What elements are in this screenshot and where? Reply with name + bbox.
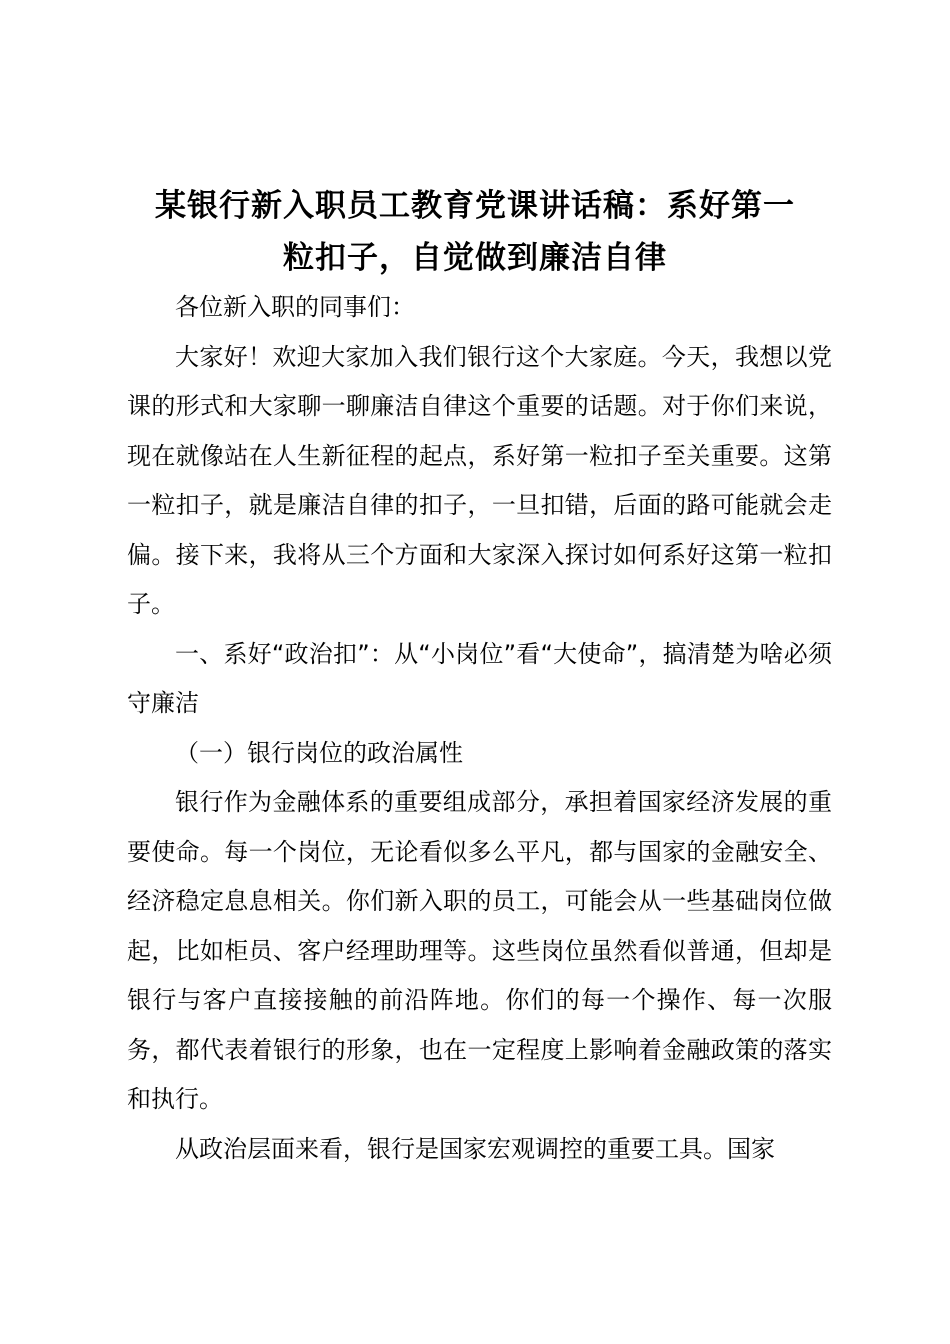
- subsection-heading: （一）银行岗位的政治属性: [175, 738, 463, 767]
- body-paragraph: 从政治层面来看，银行是国家宏观调控的重要工具。国家: [175, 1134, 775, 1163]
- salutation-paragraph: 各位新入职的同事们：: [175, 293, 415, 321]
- document-body: [127, 283, 832, 1174]
- body-paragraph: 大家好！欢迎大家加入我们银行这个大家庭。今天，我想以党课的形式和大家聊一聊廉洁自律这个重要的话题。对于你们来说，现在就像站在人生新征程的起点，系好第一粒扣子至关重要。这第一粒扣子，就是廉洁自律的扣子，一旦扣错，后面的路可能就会走偏。接下来，我将从三个方面和大家深入探讨如何系好这第一粒扣子。: [127, 342, 832, 618]
- document-title: [110, 180, 840, 284]
- body-paragraph: 银行作为金融体系的重要组成部分，承担着国家经济发展的重要使命。每一个岗位，无论看似多么平凡，都与国家的金融安全、经济稳定息息相关。你们新入职的员工，可能会从一些基础岗位做起，比如柜员、客户经理助理等。这些岗位虽然看似普通，但却是银行与客户直接接触的前沿阵地。你们的每一个操作、每一次服务，都代表着银行的形象，也在一定程度上影响着金融政策的落实和执行。: [127, 788, 832, 1113]
- title-line-2: 粒扣子，自觉做到廉洁自律: [283, 240, 667, 276]
- section-heading: 一、系好“政治扣”：从“小岗位”看“大使命”，搞清楚为啥必须守廉洁: [127, 639, 832, 717]
- title-line-1: 某银行新入职员工教育党课讲话稿：系好第一: [155, 188, 795, 224]
